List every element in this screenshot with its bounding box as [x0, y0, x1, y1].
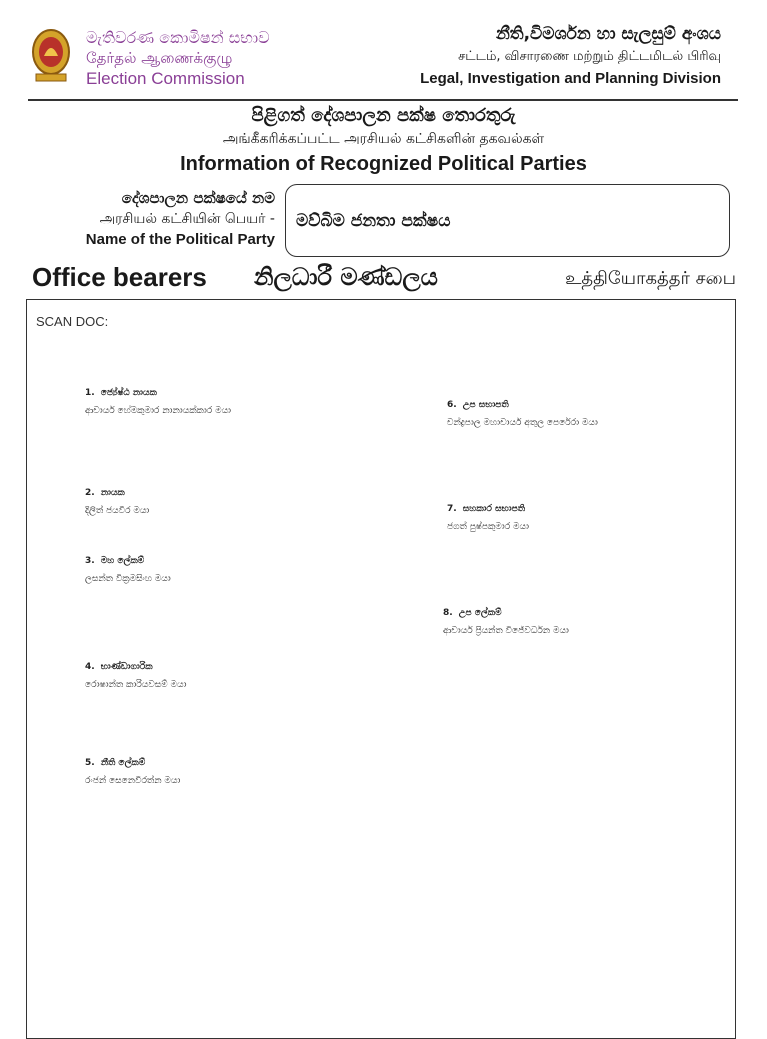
page-title-sinhala: පිළිගත් දේශපාලන පක්ෂ තොරතුරු — [251, 105, 516, 126]
officer-name: දිලිත් ජයවීර මයා — [85, 506, 150, 516]
party-name-label — [86, 188, 275, 250]
officer-name: චන්ද්‍රපාල මහාචාර්ය අතුල පෙරේරා මයා — [447, 418, 598, 428]
party-name-field — [285, 184, 730, 257]
commission-name — [86, 28, 270, 89]
officer-entry — [85, 386, 231, 418]
division-name-sinhala: නීති,විමර්ශන හා සැලසුම් අංශය — [495, 24, 721, 44]
division-name — [420, 22, 721, 90]
scan-doc-label: SCAN DOC: — [36, 314, 109, 329]
officer-name: රොෂාන්ත කාරියවසම් මයා — [85, 680, 187, 690]
officer-number: 3. — [85, 556, 95, 566]
page-title-english: Information of Recognized Political Parties — [180, 153, 587, 175]
officer-role: නායක — [100, 488, 125, 498]
officer-number: 2. — [85, 488, 95, 498]
officer-name: ආචාර්ය හේමකුමාර නානායක්කාර මයා — [85, 406, 232, 416]
office-bearers-heading — [32, 262, 736, 298]
officer-role: නීති ලේකම් — [100, 758, 146, 768]
officer-number: 6. — [447, 400, 457, 410]
officer-entry — [85, 554, 171, 586]
officer-number: 7. — [447, 504, 457, 514]
commission-name-english: Election Commission — [86, 69, 245, 88]
page-title — [0, 104, 767, 178]
party-name-value: මව්බිම ජනතා පක්ෂය — [296, 210, 451, 231]
party-name-label-sinhala: දේශපාලන පක්ෂයේ නම — [121, 189, 275, 207]
page-title-tamil: அங்கீகரிக்கப்பட்ட அரசியல் கட்சிகளின் தகவல்கள் — [222, 131, 545, 147]
officer-number: 5. — [85, 758, 95, 768]
officer-entry — [85, 486, 149, 518]
officer-entry — [85, 660, 186, 692]
officer-role: සහකාර සභාපති — [462, 504, 525, 514]
officer-number: 4. — [85, 662, 95, 672]
officer-name: ආචාර්ය ප්‍රියන්ත විජේවර්ධන මයා — [443, 626, 569, 636]
office-bearers-title-sinhala: නිලධාරී මණ්ඩලය — [254, 263, 438, 291]
officer-entry — [447, 502, 529, 534]
header-divider — [28, 99, 738, 101]
emblem-logo — [30, 26, 72, 84]
officer-name: රංජන් සෙනෙවිරත්න මයා — [85, 776, 181, 786]
office-bearers-title-tamil: உத்தியோகத்தர் சபை — [565, 268, 736, 289]
party-name-label-english: Name of the Political Party — [85, 231, 275, 248]
officer-role: මහ ලේකම් — [100, 556, 145, 566]
officer-role: උප ලේකම් — [458, 608, 502, 618]
officer-role: ජ්‍යේෂ්ඨ නායක — [100, 388, 157, 398]
division-name-tamil: சட்டம், விசாரணை மற்றும் திட்டமிடல் பிரிவு — [458, 49, 721, 64]
office-bearers-title-english: Office bearers — [32, 262, 207, 292]
party-name-label-tamil: அரசியல் கட்சியின் பெயர் - — [99, 211, 275, 227]
officer-entry — [447, 398, 598, 430]
officer-entry — [85, 756, 180, 788]
commission-name-sinhala: මැතිවරණ කොමිෂන් සභාව — [86, 28, 270, 47]
officer-entry — [443, 606, 569, 638]
division-name-english: Legal, Investigation and Planning Division — [420, 70, 721, 87]
officer-name: ලසන්ත වික්‍රමසිංහ මයා — [85, 574, 171, 584]
officer-role: භාණ්ඩාගාරික — [100, 662, 153, 672]
officer-number: 8. — [443, 608, 453, 618]
officer-role: උප සභාපති — [462, 400, 509, 410]
scan-document-frame — [26, 299, 736, 1039]
officer-name: ජගත් පුෂ්පකුමාර මයා — [447, 522, 529, 532]
commission-name-tamil: தேர்தல் ஆணைக்குழு — [86, 49, 233, 67]
officer-number: 1. — [85, 388, 95, 398]
